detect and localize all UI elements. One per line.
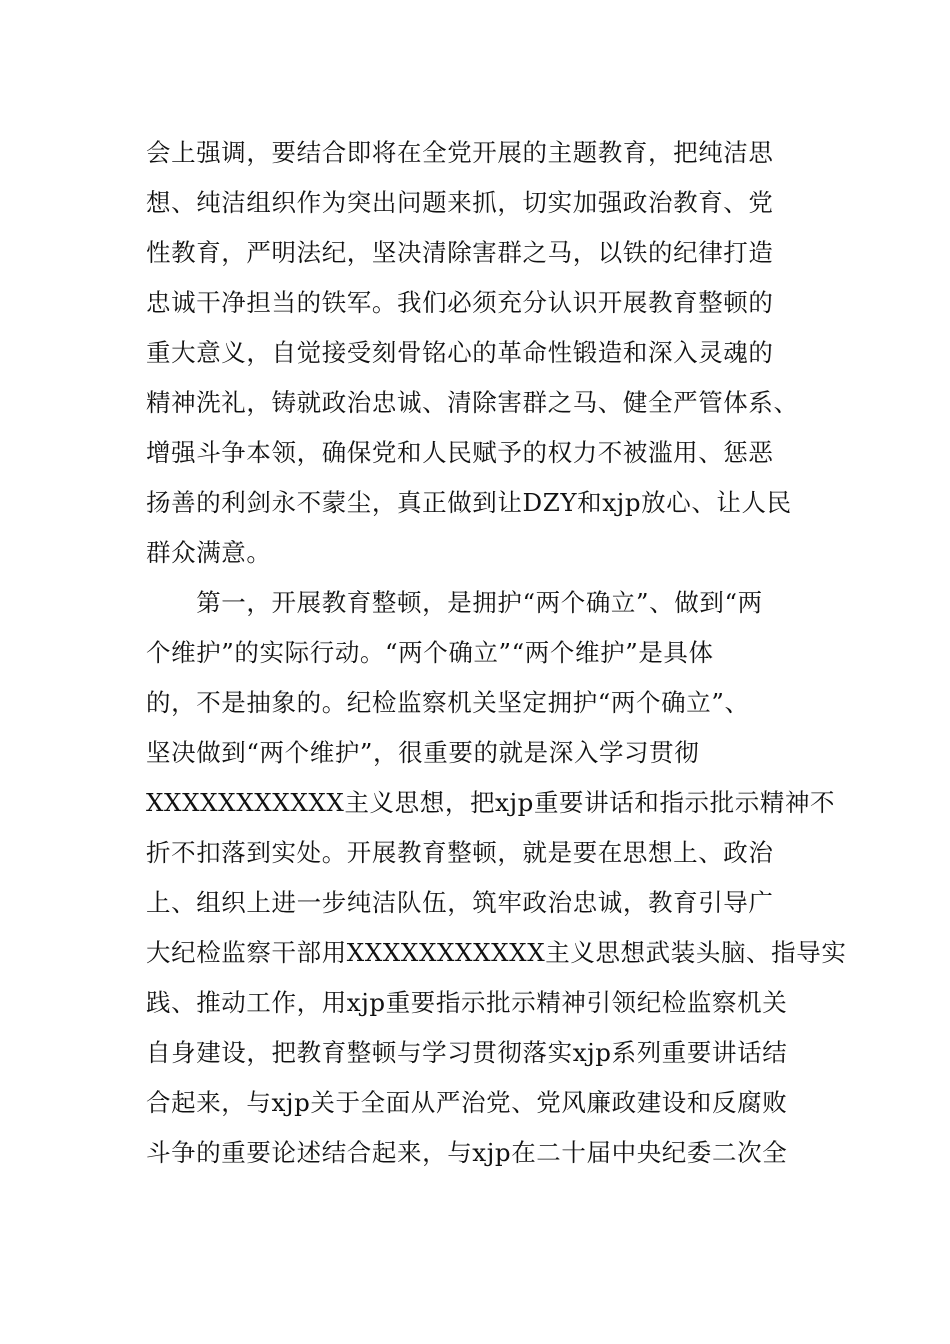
text-line: 性教育，严明法纪，坚决清除害群之马，以铁的纪律打造 [146, 238, 774, 267]
text-line: 合起来，与xjp关于全面从严治党、党风廉政建设和反腐败 [146, 1088, 788, 1117]
text-line: 第一，开展教育整顿，是拥护“两个确立”、做到“两 [146, 588, 763, 617]
text-line: 斗争的重要论述结合起来，与xjp在二十届中央纪委二次全 [146, 1138, 788, 1167]
text-line: 精神洗礼，铸就政治忠诚、清除害群之马、健全严管体系、 [146, 388, 799, 417]
text-line: 上、组织上进一步纯洁队伍，筑牢政治忠诚，教育引导广 [146, 888, 774, 917]
text-line: XXXXXXXXXXX主义思想，把xjp重要讲话和指示批示精神不 [146, 788, 836, 817]
text-line: 会上强调，要结合即将在全党开展的主题教育，把纯洁思 [146, 138, 774, 167]
text-line: 自身建设，把教育整顿与学习贯彻落实xjp系列重要讲话结 [146, 1038, 788, 1067]
text-line: 个维护”的实际行动。“两个确立”“两个维护”是具体 [146, 638, 714, 667]
text-line: 忠诚干净担当的铁军。我们必须充分认识开展教育整顿的 [146, 288, 774, 317]
text-line: 折不扣落到实处。开展教育整顿，就是要在思想上、政治 [146, 838, 774, 867]
text-line: 想、纯洁组织作为突出问题来抓，切实加强政治教育、党 [146, 188, 774, 217]
text-line: 坚决做到“两个维护”，很重要的就是深入学习贯彻 [146, 738, 700, 767]
text-line: 的，不是抽象的。纪检监察机关坚定拥护“两个确立”、 [146, 688, 750, 717]
text-line: 增强斗争本领，确保党和人民赋予的权力不被滥用、惩恶 [146, 438, 774, 467]
text-line: 扬善的利剑永不蒙尘，真正做到让DZY和xjp放心、让人民 [146, 488, 792, 517]
body-text [146, 128, 847, 1178]
text-line: 重大意义，自觉接受刻骨铭心的革命性锻造和深入灵魂的 [146, 338, 774, 367]
text-line: 大纪检监察干部用XXXXXXXXXXX主义思想武装头脑、指导实 [146, 938, 847, 967]
text-line: 群众满意。 [146, 538, 272, 567]
text-line: 践、推动工作，用xjp重要指示批示精神引领纪检监察机关 [146, 988, 788, 1017]
